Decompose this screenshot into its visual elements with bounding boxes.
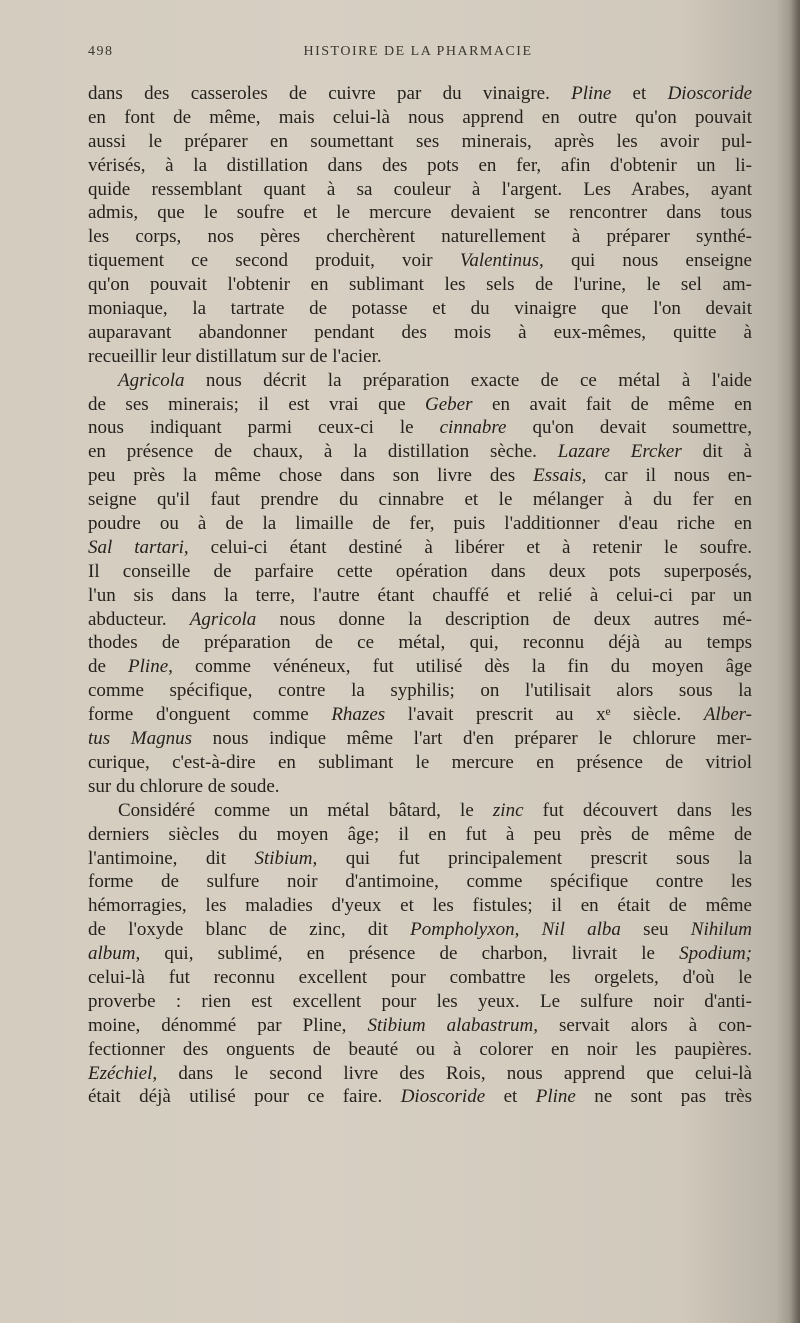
- text-line: [88, 608, 752, 632]
- text-line: [88, 799, 752, 823]
- text-run: qui fut principalement prescrit sous la: [317, 847, 752, 869]
- text-run: celui-là fut reconnu excellent pour combattre les orgelets, d'où le: [88, 966, 752, 988]
- italic-run: zinc: [492, 799, 524, 821]
- text-line: [88, 536, 752, 560]
- text-run: comme vénéneux, fut utilisé dès la fin du moyen âge: [172, 656, 753, 678]
- text-run: comme spécifique, contre la syphilis; on l'utilisait alors sous la: [88, 680, 752, 702]
- italic-run: Essais,: [533, 465, 587, 487]
- text-line: [88, 82, 752, 106]
- text-line: [88, 464, 752, 488]
- text-line: [88, 321, 752, 345]
- text-run: en avait fait de même en: [472, 393, 753, 415]
- italic-run: Ezéchiel,: [88, 1062, 158, 1084]
- text-run: qui nous enseigne: [543, 250, 752, 272]
- text-run: moine, dénommé par Pline,: [88, 1014, 368, 1036]
- text-run: admis, que le soufre et le mercure devaient se rencontrer dans tous: [88, 202, 752, 224]
- italic-run: Agricola: [189, 608, 257, 630]
- text-run: fectionner des onguents de beauté ou à colorer en noir les paupières.: [88, 1038, 752, 1060]
- text-run: de ses minerais; il est vrai que: [88, 393, 426, 415]
- text-run: l'antimoine, dit: [88, 847, 255, 869]
- text-line: [88, 942, 752, 966]
- text-run: l'un sis dans la terre, l'autre étant chauffé et relié à celui-ci par un: [88, 584, 752, 606]
- text-run: vérisés, à la distillation dans des pots en fer, afin d'obtenir un li-: [88, 154, 752, 176]
- text-line: [88, 727, 752, 751]
- text-run: car il nous en-: [586, 465, 752, 487]
- text-line: [88, 1062, 752, 1086]
- running-title: HISTOIRE DE LA PHARMACIE: [303, 44, 533, 59]
- text-run: aussi le préparer en soumettant ses minerais, après les avoir pul-: [88, 130, 752, 152]
- text-line: [88, 225, 752, 249]
- text-run: ne sont pas très: [575, 1086, 752, 1108]
- text-run: moniaque, la tartrate de potasse et du vinaigre que l'on devait: [88, 298, 752, 320]
- text-run: auparavant abandonner pendant des mois à eux-mêmes, quitte à: [88, 321, 752, 343]
- italic-run: Stibium,: [254, 847, 318, 869]
- text-run: nous indique même l'art d'en préparer le chlorure mer-: [192, 728, 752, 750]
- text-run: quide ressemblant quant à sa couleur à l'argent. Les Arabes, ayant: [88, 178, 752, 200]
- text-line: [88, 345, 752, 369]
- text-run: en présence de chaux, à la distillation sèche.: [88, 441, 558, 463]
- text-run: qu'on devait soumettre,: [506, 417, 752, 439]
- italic-run: album,: [88, 943, 141, 965]
- text-line: [88, 631, 752, 655]
- body-text: [88, 82, 752, 1109]
- text-run: en font de même, mais celui-là nous apprend en outre qu'on pouvait: [88, 106, 752, 128]
- text-run: qu'on pouvait l'obtenir en sublimant les sels de l'urine, le sel am-: [88, 274, 752, 296]
- italic-run: Spodium;: [679, 943, 752, 965]
- text-line: [88, 1038, 752, 1062]
- italic-run: Agricola: [118, 369, 185, 391]
- text-line: [88, 106, 752, 130]
- text-run: tiquement ce second produit, voir: [88, 250, 460, 272]
- italic-run: Pline: [535, 1086, 576, 1108]
- text-line: [88, 655, 752, 679]
- italic-run: Sal tartari,: [88, 536, 189, 558]
- text-line: [88, 1085, 752, 1109]
- text-line: [88, 918, 752, 942]
- text-line: [88, 751, 752, 775]
- italic-run: cinnabre: [439, 417, 507, 439]
- text-run: derniers siècles du moyen âge; il en fut à peu près de même de: [88, 823, 752, 845]
- text-line: [88, 966, 752, 990]
- text-line: [88, 273, 752, 297]
- italic-run: Dioscoride: [400, 1086, 486, 1108]
- text-run: de l'oxyde blanc de zinc, dit: [88, 919, 411, 941]
- text-line: [88, 488, 752, 512]
- text-run: dans le second livre des Rois, nous apprend que celui-là: [157, 1062, 752, 1084]
- text-run: l'avait prescrit au xᵉ siècle.: [385, 704, 704, 726]
- text-line: [88, 440, 752, 464]
- text-line: [88, 393, 752, 417]
- text-line: [88, 990, 752, 1014]
- text-run: et: [485, 1086, 536, 1108]
- text-run: celui-ci étant destiné à libérer et à retenir le soufre.: [188, 536, 752, 558]
- text-run: poudre ou à de la limaille de fer, puis l'additionner d'eau riche en: [88, 513, 752, 535]
- text-line: [88, 416, 752, 440]
- text-run: dans des casseroles de cuivre par du vinaigre.: [88, 83, 572, 104]
- text-run: nous donne la description de deux autres mé-: [256, 608, 753, 630]
- text-run: seigne qu'il faut prendre du cinnabre et le mélanger à du fer en: [88, 489, 752, 511]
- text-line: [88, 178, 752, 202]
- text-run: nous décrit la préparation exacte de ce métal à l'aide: [184, 369, 752, 391]
- text-run: dit à: [681, 441, 752, 463]
- text-run: abducteur.: [88, 608, 190, 630]
- page-edge-shadow: [790, 0, 800, 1323]
- text-line: [88, 297, 752, 321]
- text-line: [88, 847, 752, 871]
- text-line: [88, 369, 752, 393]
- italic-run: Pline,: [128, 656, 173, 678]
- text-run: Considéré comme un métal bâtard, le: [118, 799, 493, 821]
- text-run: fut découvert dans les: [523, 799, 752, 821]
- text-run: sur du chlorure de soude.: [88, 775, 280, 797]
- text-line: [88, 130, 752, 154]
- text-run: les corps, nos pères cherchèrent naturellement à préparer synthé-: [88, 226, 752, 248]
- text-run: était déjà utilisé pour ce faire.: [88, 1086, 401, 1108]
- italic-run: Rhazes: [331, 704, 386, 726]
- italic-run: Stibium alabastrum,: [367, 1014, 538, 1036]
- text-run: nous indiquant parmi ceux-ci le: [88, 417, 440, 439]
- text-run: Il conseille de parfaire cette opération dans deux pots superposés,: [88, 560, 752, 582]
- italic-run: Lazare Ercker: [557, 441, 682, 463]
- text-line: [88, 1014, 752, 1038]
- text-line: [88, 894, 752, 918]
- text-line: [88, 154, 752, 178]
- text-run: proverbe : rien est excellent pour les yeux. Le sulfure noir d'anti-: [88, 990, 752, 1012]
- text-run: seu: [620, 919, 691, 941]
- italic-run: Pompholyxon, Nil alba: [410, 919, 621, 941]
- italic-run: Geber: [425, 393, 473, 415]
- text-line: [88, 512, 752, 536]
- text-run: recueillir leur distillatum sur de l'acier.: [88, 345, 382, 367]
- text-line: [88, 679, 752, 703]
- text-line: [88, 775, 752, 799]
- page-header: [88, 44, 748, 64]
- italic-run: tus Magnus: [88, 728, 192, 750]
- italic-run: Valentinus,: [459, 250, 544, 272]
- text-line: [88, 823, 752, 847]
- text-run: qui, sublimé, en présence de charbon, livrait le: [140, 943, 680, 965]
- text-run: forme d'onguent comme: [88, 704, 332, 726]
- text-run: forme de sulfure noir d'antimoine, comme spécifique contre les: [88, 871, 752, 893]
- text-run: servait alors à con-: [537, 1014, 753, 1036]
- text-run: hémorragies, les maladies d'yeux et les fistules; il en était de même: [88, 895, 752, 917]
- text-line: [88, 703, 752, 727]
- page-number: 498: [88, 44, 114, 59]
- text-line: [88, 249, 752, 273]
- text-run: peu près la même chose dans son livre des: [88, 465, 534, 487]
- text-line: [88, 870, 752, 894]
- text-line: [88, 201, 752, 225]
- italic-run: Pline: [571, 83, 612, 104]
- text-run: de: [88, 656, 129, 678]
- text-run: thodes de préparation de ce métal, qui, reconnu déjà au temps: [88, 632, 752, 654]
- italic-run: Alber-: [703, 704, 752, 726]
- text-line: [88, 560, 752, 584]
- text-line: [88, 584, 752, 608]
- text-run: curique, c'est-à-dire en sublimant le mercure en présence de vitriol: [88, 751, 752, 773]
- italic-run: Nihilum: [690, 919, 753, 941]
- italic-run: Dioscoride: [667, 83, 752, 104]
- text-run: et: [611, 83, 668, 104]
